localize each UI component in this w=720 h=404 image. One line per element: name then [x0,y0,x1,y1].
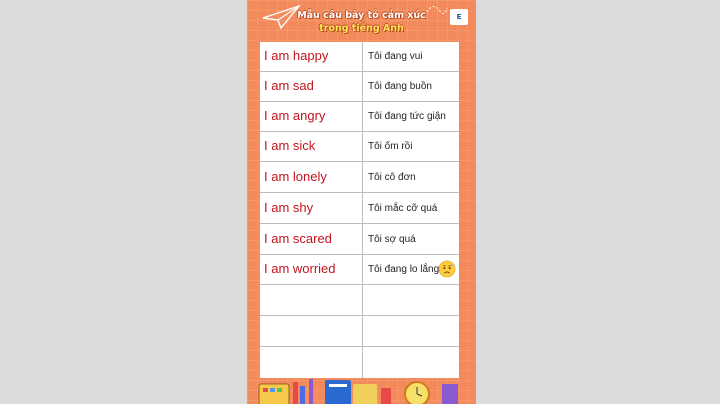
vietnamese-translation: Tôi đang tức giận [368,111,446,122]
english-phrase: I am worried [264,261,336,276]
table-row [260,255,459,285]
vietnamese-translation: Tôi ốm rồi [368,141,413,152]
left-letterbox [0,0,247,404]
table-row-empty [260,286,459,316]
video-frame[interactable] [247,0,476,404]
vietnamese-translation: Tôi cô đơn [368,172,416,183]
table-row [260,72,459,102]
table-row-empty [260,348,459,378]
table-row [260,163,459,193]
vietnamese-translation: Tôi sợ quá [368,234,416,245]
english-phrase: I am happy [264,48,329,63]
table-row-empty [260,317,459,347]
school-supplies-illustration [247,376,476,404]
title-line-2: trong tiếng Anh [319,23,404,34]
vietnamese-translation: Tôi đang vui [368,51,423,62]
table-row [260,225,459,255]
vietnamese-translation: Tôi đang buồn [368,81,432,92]
english-phrase: I am sad [264,78,314,93]
header [247,0,476,40]
vietnamese-translation: Tôi đang lo lắng [368,264,440,275]
english-phrase: I am sick [264,138,316,153]
phrase-table [260,42,459,378]
english-phrase: I am shy [264,200,314,215]
table-row [260,42,459,72]
worried-face-emoji [438,260,456,278]
english-phrase: I am lonely [264,169,327,184]
title-line-1: Mẫu câu bày tỏ cảm xúc [297,10,426,21]
table-row [260,194,459,224]
logo-badge-icon: E [450,9,468,25]
vietnamese-translation: Tôi mắc cỡ quá [368,203,438,214]
table-row [260,102,459,132]
table-row [260,132,459,162]
right-letterbox [476,0,720,404]
english-phrase: I am scared [264,231,332,246]
english-phrase: I am angry [264,108,326,123]
